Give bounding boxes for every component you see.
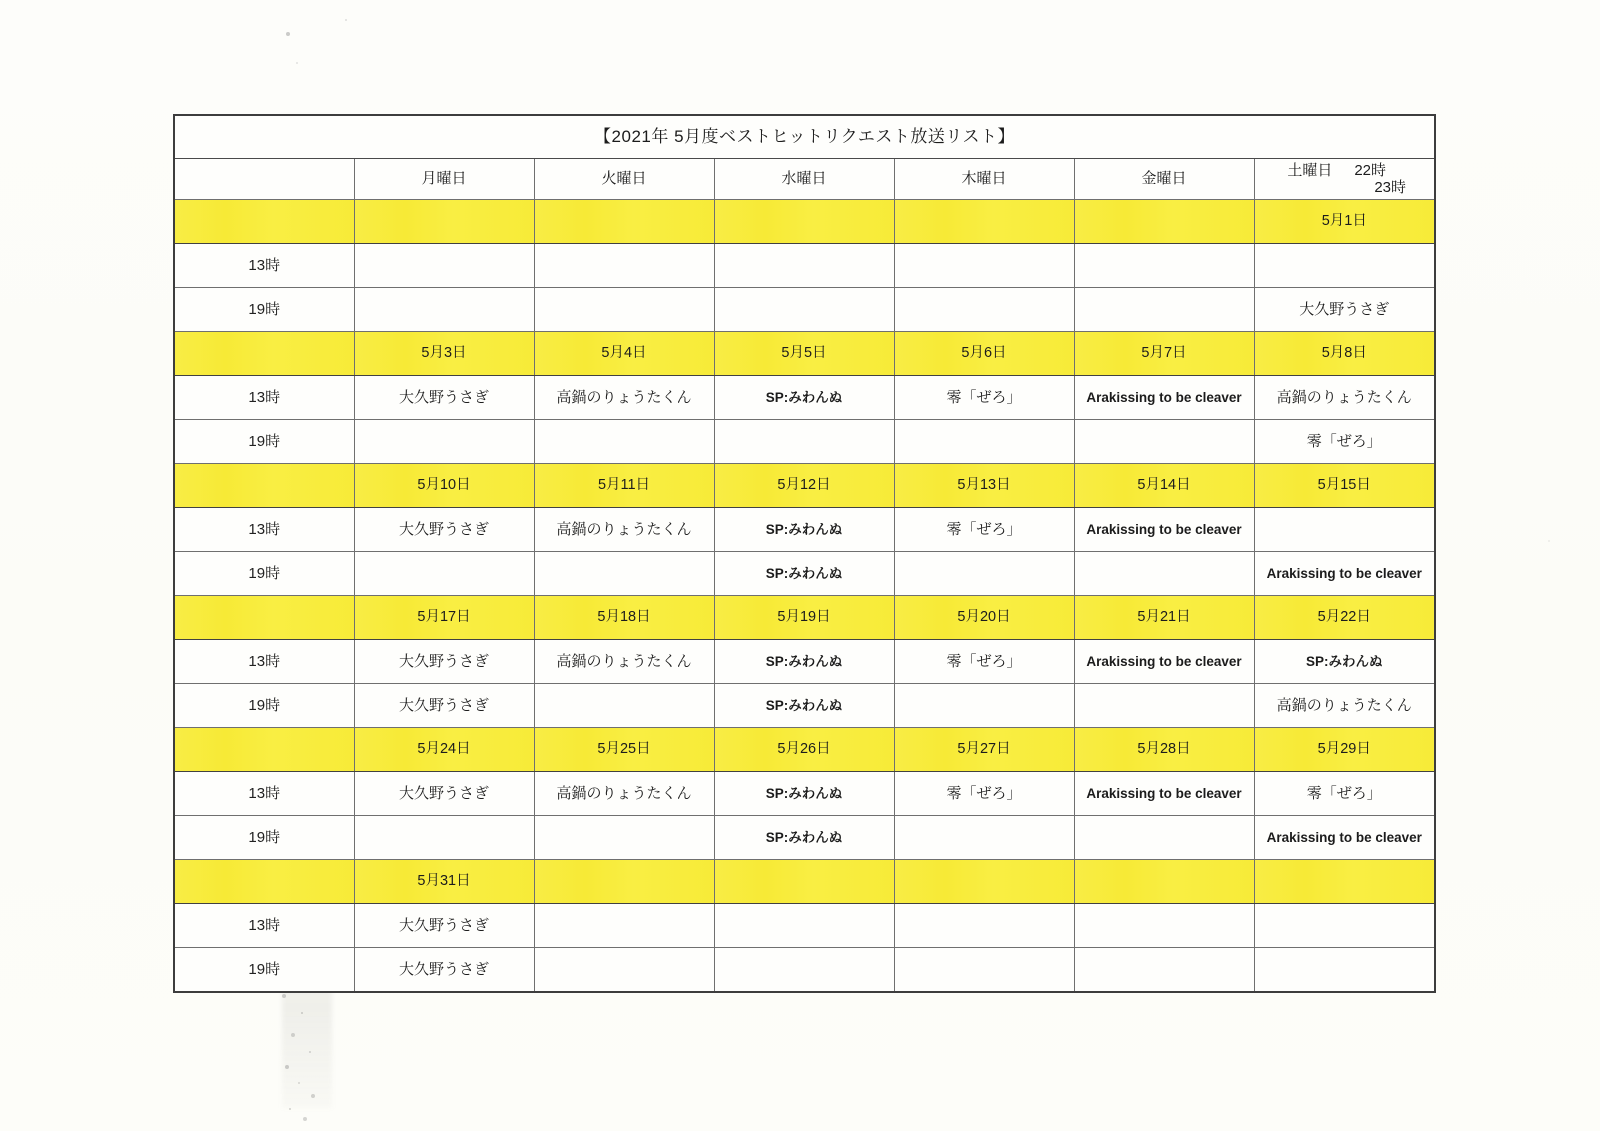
date-row-time-cell [174,596,354,640]
schedule-cell [534,420,714,464]
date-cell [1254,860,1435,904]
week-date-row [174,728,1435,772]
schedule-cell: 大久野うさぎ [354,948,534,993]
date-cell [1074,200,1254,244]
schedule-cell: Arakissing to be cleaver [1074,376,1254,420]
slot-19-row [174,948,1435,993]
schedule-cell: SP:みわんぬ [714,376,894,420]
slot-13-row [174,508,1435,552]
schedule-cell: 高鍋のりょうたくん [534,640,714,684]
schedule-cell [714,244,894,288]
date-cell: 5月14日 [1074,464,1254,508]
date-cell: 5月31日 [354,860,534,904]
date-cell [534,200,714,244]
schedule-cell [894,244,1074,288]
schedule-cell [894,904,1074,948]
schedule-cell [1074,684,1254,728]
schedule-cell: SP:みわんぬ [714,552,894,596]
schedule-cell [1074,904,1254,948]
week-date-row [174,464,1435,508]
broadcast-schedule-table [173,114,1436,993]
date-cell [1074,860,1254,904]
date-cell: 5月13日 [894,464,1074,508]
date-cell: 5月22日 [1254,596,1435,640]
slot-13-row [174,244,1435,288]
time-label-19: 19時 [174,684,354,728]
saturday-time-top: 22時 [1354,162,1387,180]
schedule-cell: Arakissing to be cleaver [1254,552,1435,596]
time-label-13: 13時 [174,508,354,552]
time-label-13: 13時 [174,904,354,948]
schedule-cell: Arakissing to be cleaver [1074,772,1254,816]
schedule-cell [714,420,894,464]
date-cell [714,200,894,244]
slot-19-row [174,288,1435,332]
header-monday: 月曜日 [354,159,534,200]
schedule-cell: SP:みわんぬ [714,816,894,860]
schedule-cell [354,816,534,860]
schedule-cell: 大久野うさぎ [354,772,534,816]
date-cell: 5月25日 [534,728,714,772]
slot-13-row [174,640,1435,684]
date-cell [354,200,534,244]
date-cell [894,200,1074,244]
date-cell: 5月26日 [714,728,894,772]
time-label-19: 19時 [174,288,354,332]
schedule-cell [534,816,714,860]
slot-19-row [174,552,1435,596]
schedule-cell [894,684,1074,728]
date-row-time-cell [174,332,354,376]
date-cell: 5月5日 [714,332,894,376]
schedule-cell [894,948,1074,993]
date-cell: 5月29日 [1254,728,1435,772]
schedule-cell: SP:みわんぬ [714,684,894,728]
schedule-cell [354,420,534,464]
schedule-cell [714,288,894,332]
schedule-cell [1074,420,1254,464]
date-cell: 5月24日 [354,728,534,772]
slot-13-row [174,772,1435,816]
date-cell: 5月18日 [534,596,714,640]
schedule-cell [354,288,534,332]
date-cell: 5月27日 [894,728,1074,772]
schedule-cell [534,904,714,948]
date-cell: 5月17日 [354,596,534,640]
saturday-label: 土曜日 [1287,162,1333,180]
date-cell: 5月10日 [354,464,534,508]
schedule-cell: 大久野うさぎ [354,376,534,420]
header-wednesday: 水曜日 [714,159,894,200]
schedule-cell: 大久野うさぎ [354,904,534,948]
week-date-row [174,596,1435,640]
schedule-cell: 零「ぜろ」 [1254,420,1435,464]
date-cell: 5月20日 [894,596,1074,640]
slot-13-row [174,904,1435,948]
schedule-cell [1074,288,1254,332]
schedule-cell [1254,904,1435,948]
schedule-cell [534,288,714,332]
date-cell: 5月4日 [534,332,714,376]
schedule-cell [534,552,714,596]
schedule-cell [534,684,714,728]
schedule-cell: SP:みわんぬ [714,640,894,684]
date-cell: 5月21日 [1074,596,1254,640]
schedule-cell: SP:みわんぬ [1254,640,1435,684]
week-date-row [174,860,1435,904]
date-cell [714,860,894,904]
schedule-cell [1254,244,1435,288]
schedule-cell: SP:みわんぬ [714,508,894,552]
schedule-cell [894,420,1074,464]
date-row-time-cell [174,464,354,508]
date-cell: 5月19日 [714,596,894,640]
schedule-cell: 高鍋のりょうたくん [1254,376,1435,420]
date-row-time-cell [174,200,354,244]
schedule-cell: 大久野うさぎ [354,508,534,552]
week-date-row [174,332,1435,376]
slot-19-row [174,816,1435,860]
schedule-cell: 零「ぜろ」 [894,508,1074,552]
date-cell [534,860,714,904]
time-label-13: 13時 [174,640,354,684]
schedule-cell [354,244,534,288]
schedule-cell [534,244,714,288]
date-cell: 5月3日 [354,332,534,376]
schedule-cell: 大久野うさぎ [354,640,534,684]
schedule-cell [534,948,714,993]
schedule-cell [714,904,894,948]
date-cell: 5月6日 [894,332,1074,376]
schedule-cell [1074,816,1254,860]
schedule-cell: 高鍋のりょうたくん [534,508,714,552]
schedule-cell [894,552,1074,596]
schedule-cell: Arakissing to be cleaver [1254,816,1435,860]
time-label-13: 13時 [174,772,354,816]
date-cell: 5月8日 [1254,332,1435,376]
time-label-13: 13時 [174,244,354,288]
schedule-cell [354,552,534,596]
header-tuesday: 火曜日 [534,159,714,200]
time-label-19: 19時 [174,420,354,464]
header-friday: 金曜日 [1074,159,1254,200]
time-label-19: 19時 [174,552,354,596]
schedule-cell [714,948,894,993]
date-cell: 5月28日 [1074,728,1254,772]
schedule-cell [894,816,1074,860]
schedule-cell: 大久野うさぎ [1254,288,1435,332]
schedule-cell: 零「ぜろ」 [894,376,1074,420]
time-label-19: 19時 [174,948,354,993]
schedule-cell [1254,948,1435,993]
page-title: 【2021年 5月度ベストヒットリクエスト放送リスト】 [174,115,1435,159]
slot-19-row [174,684,1435,728]
slot-13-row [174,376,1435,420]
date-cell: 5月11日 [534,464,714,508]
header-saturday [1254,159,1435,200]
schedule-cell: 高鍋のりょうたくん [534,772,714,816]
date-cell: 5月1日 [1254,200,1435,244]
schedule-cell: SP:みわんぬ [714,772,894,816]
schedule-cell [1074,948,1254,993]
schedule-cell: 大久野うさぎ [354,684,534,728]
schedule-cell: Arakissing to be cleaver [1074,508,1254,552]
schedule-cell: Arakissing to be cleaver [1074,640,1254,684]
schedule-cell: 高鍋のりょうたくん [534,376,714,420]
schedule-cell [1074,244,1254,288]
time-label-19: 19時 [174,816,354,860]
week-date-row [174,200,1435,244]
schedule-cell [894,288,1074,332]
time-label-13: 13時 [174,376,354,420]
saturday-time-bottom: 23時 [1374,178,1407,196]
schedule-cell [1254,508,1435,552]
schedule-cell: 零「ぜろ」 [894,640,1074,684]
schedule-cell: 零「ぜろ」 [894,772,1074,816]
scan-speck-noise [0,0,2,2]
schedule-cell: 高鍋のりょうたくん [1254,684,1435,728]
title-row [174,115,1435,159]
schedule-cell: 零「ぜろ」 [1254,772,1435,816]
slot-19-row [174,420,1435,464]
schedule-cell [1074,552,1254,596]
date-cell: 5月15日 [1254,464,1435,508]
time-column-header [174,159,354,200]
date-row-time-cell [174,860,354,904]
date-cell: 5月12日 [714,464,894,508]
weekday-header-row [174,159,1435,200]
header-thursday: 木曜日 [894,159,1074,200]
date-cell [894,860,1074,904]
date-cell: 5月7日 [1074,332,1254,376]
date-row-time-cell [174,728,354,772]
